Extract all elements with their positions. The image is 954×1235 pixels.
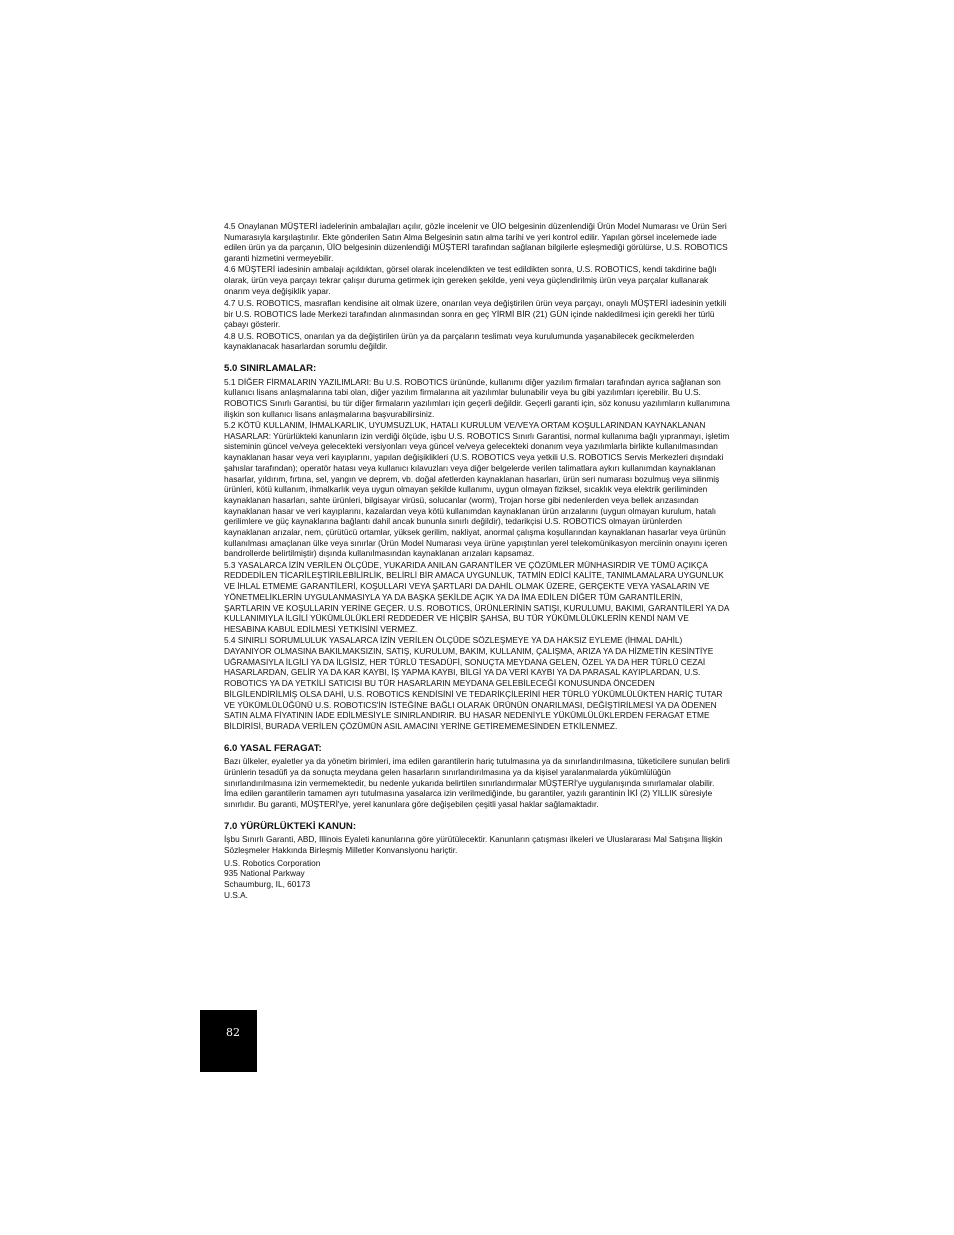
- paragraph-6-body: Bazı ülkeler, eyaletler ya da yönetim birimleri, ima edilen garantilerin hariç tutulmasına ya da sınırlandırılmasına, tüketicilere sunulan belirli ürünlerin tesadüfi ya da sonuçta meydana gelen hasarların sınırlandırılmasına ya da kişisel yaralanmalarda yükümlülüğün sınırlandırılmasına izin vermemektedir, bu nedenle yukarıda belirtilen sınırlandırmalar MÜŞTERİ'ye uygulanışında sınırlamalar olabilir. İma edilen garantilerin tamamen ayrı tutulmasına yasalarca izin verilmediğinde, bu garantiler, yazılı garantinin İKİ (2) YILLIK süresiyle sınırlıdır. Bu garanti, MÜŞTERİ'ye, yerel kanunlara göre değişebilen çeşitli yasal haklar sağlamaktadır.: [224, 756, 730, 809]
- address-company: U.S. Robotics Corporation: [224, 857, 321, 868]
- paragraph-7-body: İşbu Sınırlı Garanti, ABD, Illinois Eyaleti kanunlarına göre yürütülecektir. Kanunların çatışması ilkeleri ve Uluslararası Mal Satışına İlişkin Sözleşmeler Hakkında Birleşmiş Milletler Konvansiyonu hariçtir.: [224, 834, 723, 855]
- paragraph-4-6: 4.6 MÜŞTERİ iadesinin ambalajı açıldıktan, görsel olarak incelendikten ve test edildikten sonra, U.S. ROBOTICS, kendi takdirine bağlı olarak, ürün veya parçayı tekrar çalışır duruma getirmek için gereken şekilde, yeni veya güçlendirilmiş ürün veya parçalar kullanarak onarım veya değişiklik yapar.: [224, 264, 717, 296]
- address-city: Schaumburg, IL, 60173: [224, 879, 311, 890]
- section-7-heading: 7.0 YÜRÜRLÜKTEKİ KANUN:: [224, 820, 357, 832]
- company-address: [224, 858, 730, 902]
- paragraph-4-8: 4.8 U.S. ROBOTICS, onarılan ya da değiştirilen ürün ya da parçaların teslimatı veya kurulumunda yaşanabilecek gecikmelerden kaynaklanacak hasarlardan sorumlu değildir.: [224, 330, 694, 352]
- paragraph-5-3: 5.3 YASALARCA İZİN VERİLEN ÖLÇÜDE, YUKARIDA ANILAN GARANTİLER VE ÇÖZÜMLER MÜNHASIRDIR VE TÜMÜ AÇIKÇA REDDEDİLEN TİCARİLEŞTİRİLEBİLİRLİK, BELİRLİ BİR AMACA UYGUNLUK, TATMİN EDİCİ KALİTE, TANIMLAMALARA UYGUNLUK VE İHLAL ETMEME GARANTİLERİ, KOŞULLARI VEYA ŞARTLARI DA DAHİL OLMAK ÜZERE, GERÇEKTE VEYA YASALARIN VE YÖNETMELİKLERİN UYGULANMASIYLA YA DA BAŞKA ŞEKİLDE AÇIK YA DA İMA EDİLEN DİĞER TÜM GARANTİLERİN, ŞARTLARIN VE KOŞULLARIN YERİNE GEÇER. U.S. ROBOTICS, ÜRÜNLERİNİN SATIŞI, KURULUMU, BAKIMI, GARANTİLERİ YA DA KULLANIMIYLA İLGİLİ YÜKÜMLÜLÜKLERİ REDDEDER VE HİÇBİR ŞAHSA, BU TÜR YÜKÜMLÜLÜKLERİN KENDİ NAM VE HESABINA KABUL EDİLMESİ YETKİSİNİ VERMEZ.: [224, 559, 729, 634]
- paragraph-5-2: 5.2 KÖTÜ KULLANIM, İHMALKARLIK, UYUMSUZLUK, HATALI KURULUM VE/VEYA ORTAM KOŞULLARINDAN KAYNAKLANAN HASARLAR: Yürürlükteki kanunların izin verdiği ölçüde, işbu U.S. ROBOTICS Sınırlı Garantisi, normal kullanıma bağlı yıpranmayı, işletim sisteminin güncel ve/veya gelecekteki versiyonları veya güncel ve/veya gelecekteki donanım veya yazılımlarla birlikte kullanılmasından kaynaklanan hasar veya veri kayıplarını, yapılan değişiklikleri (U.S. ROBOTICS veya yetkili U.S. ROBOTICS Servis Merkezleri dışındaki şahıslar tarafından); operatör hatası veya kullanıcı kılavuzları veya diğer belgelerde verilen talimatlara aykırı kullanımdan kaynaklanan hasarlar, yıldırım, fırtına, sel, yangın ve deprem, vb. doğal afetlerden kaynaklanan hasarları, ürün seri numarası bozulmuş veya silinmiş ürünleri, kötü kullanım, ihmalkarlık veya uygun olmayan şekilde kullanımı, uygun olmayan fiziksel, sıcaklık veya elektrik geriliminden kaynaklanan hasarları, sahte ürünleri, bilgisayar virüsü, solucanlar (worm), Trojan horse gibi nedenlerden veya bellek arızasından kaynaklanan hasar ve veri kayıplarını, kazalardan veya kötü kullanımdan kaynaklanan ürün arızalarını (uygun olmayan kurulum, hatalı gerilimlere ve güç kaynaklarına bağlantı dahil ancak bununla sınırlı değildir), tedarikçisi U.S. ROBOTICS olmayan ürünlerden kaynaklanan arızalar, nem, çürütücü ortamlar, yüksek gerilim, nakliyat, anormal çalışma koşullarından kaynaklanan hasarlar veya ürünün kullanılması amaçlanan ülke veya sınırlar (Ürün Model Numarası veya ürüne yapıştırılan yerel telekomünikasyon merciinin onayını içeren bandrollerde belirtilmiştir) dışında kullanılmasından kaynaklanan arızaları kapsamaz.: [224, 420, 730, 559]
- paragraph-5-4: 5.4 SINIRLI SORUMLULUK YASALARCA İZİN VERİLEN ÖLÇÜDE SÖZLEŞMEYE YA DA HAKSIZ EYLEME (İHMAL DAHİL) DAYANIYOR OLMASINA BAKILMAKSIZIN, SATIŞ, KURULUM, BAKIM, KULLANIM, ÇALIŞMA, ARIZA YA DA HİZMETİN KESİNTİYE UĞRAMASIYLA İLGİLİ YA DA İLGİSİZ, HER TÜRLÜ TESADÜFİ, SONUÇTA MEYDANA GELEN, ÖZEL YA DA HER TÜRLÜ CEZAİ HASARLARDAN, GELİR YA DA KAR KAYBI, İŞ YAPMA KAYBI, BİLGİ YA DA VERİ KAYBI YA DA PARASAL KAYIPLARDAN, U.S. ROBOTICS YA DA YETKİLİ SATICISI BU TÜR HASARLARIN MEYDANA GELEBİLECEĞİ KONUSUNDA ÖNCEDEN BİLGİLENDİRİLMİŞ OLSA DAHİ, U.S. ROBOTICS KENDİSİNİ VE TEDARİKÇİLERİNİ HER TÜRLÜ YÜKÜMLÜLÜKTEN HARİÇ TUTAR VE YÜKÜMLÜLÜĞÜNÜ U.S. ROBOTICS'İN İSTEĞİNE BAĞLI OLARAK ÜRÜNÜN ONARILMASI, DEĞİŞTİRİLMESİ YA DA ÖDENEN SATIN ALMA FİYATININ İADE EDİLMESİYLE SINIRLANDIRIR. BU HASAR NEDENİYLE YÜKÜMLÜLÜKLERDEN FERAGAT ETME BİLDİRİSİ, BURADA VERİLEN ÇÖZÜMÜN ASIL AMACINI YERİNE GETİREMEMESİNDEN ETKİLENMEZ.: [224, 635, 723, 731]
- section-6-heading: 6.0 YASAL FERAGAT:: [224, 742, 322, 754]
- address-country: U.S.A.: [224, 890, 248, 901]
- address-street: 935 National Parkway: [224, 868, 305, 879]
- paragraph-4-7: 4.7 U.S. ROBOTICS, masrafları kendisine ait olmak üzere, onarılan veya değiştirilen ürün veya parçayı, onaylı MÜŞTERİ iadesinin yetkili bir U.S. ROBOTICS İade Merkezi tarafından alınmasından sonra en geç YİRMİ BİR (21) GÜN içinde nakledilmesi için gerekli her türlü çabayı gösterir.: [224, 298, 727, 330]
- paragraph-4-5: 4.5 Onaylanan MÜŞTERİ iadelerinin ambalajları açılır, gözle incelenir ve ÜİO belgesinin düzenlendiği Ürün Model Numarası ve Ürün Seri Numarasıyla karşılaştırılır. Ekte gönderilen Satın Alma Belgesinin satın alma tarihi ve yeri kontrol edilir. Yapılan görsel incelemede iade edilen ürün ya da parçanın, ÜİO belgesinin düzenlendiği MÜŞTERİ tarafından sağlanan bilgilerle eşleşmediği görülürse, U.S. ROBOTICS garanti hizmetini vermeyebilir.: [224, 221, 728, 264]
- section-5-heading: 5.0 SINIRLAMALAR:: [224, 363, 317, 375]
- warranty-text-column: [224, 221, 730, 901]
- paragraph-5-1: 5.1 DİĞER FİRMALARIN YAZILIMLARI: Bu U.S. ROBOTICS ürününde, kullanımı diğer yazılım firmaları tarafından ayrıca sağlanan son kullanıcı lisans anlaşmalarına tabi olan, diğer yazılım firmalarına ait yazılımlar bulunabilir veya bu gibi yazılımları içerebilir. Bu U.S. ROBOTICS Sınırlı Garantisi, bu tür diğer firmaların yazılımları için geçerli değildir. Geçerli garanti için, söz konusu yazılımların kullanımına ilişkin son kullanıcı lisans anlaşmalarına başvurabilirsiniz.: [224, 376, 730, 419]
- page-number-tab: [200, 1010, 257, 1072]
- page-number: 82: [226, 1026, 240, 1039]
